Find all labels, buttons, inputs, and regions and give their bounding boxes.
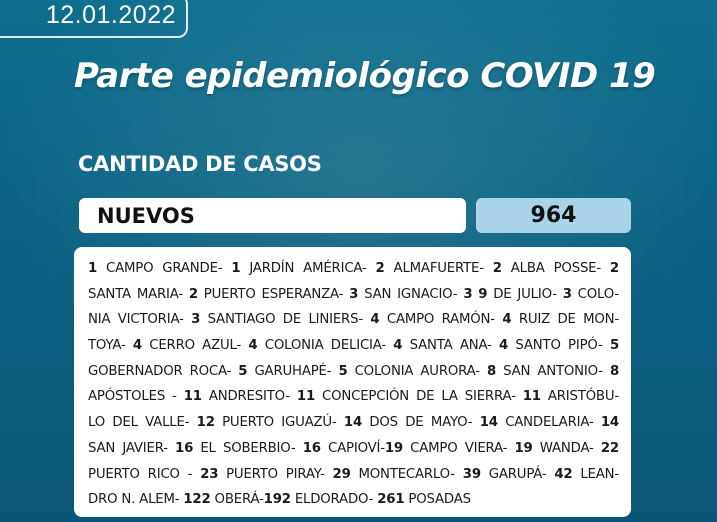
new-cases-label: NUEVOS bbox=[97, 203, 195, 228]
page-title: Parte epidemiológico COVID 19 bbox=[74, 56, 656, 96]
locality-line: SANTA MARIA- 2 PUERTO ESPERANZA- 3 SAN IGNACIO- 3 9 DE JULIO- 3 COLO- bbox=[88, 286, 619, 302]
locality-line: LO DEL VALLE- 12 PUERTO IGUAZÚ- 14 DOS DE MAYO- 14 CANDELARIA- 14 bbox=[88, 415, 619, 431]
locality-line: PUERTO RICO - 23 PUERTO PIRAY- 29 MONTECARLO- 39 GARUPÁ- 42 LEAN- bbox=[88, 466, 619, 482]
new-cases-label-box bbox=[79, 198, 466, 233]
cases-by-locality-panel bbox=[74, 247, 631, 517]
report-date: 12.01.2022 bbox=[45, 1, 176, 29]
date-badge bbox=[0, 0, 188, 38]
new-cases-count: 964 bbox=[530, 203, 577, 228]
locality-line: TOYA- 4 CERRO AZUL- 4 COLONIA DELICIA- 4 SANTA ANA- 4 SANTO PIPÓ- 5 bbox=[88, 338, 620, 354]
locality-line: APÓSTOLES - 11 ANDRESITO- 11 CONCEPCIÓN DE LA SIERRA- 11 ARISTÓBU- bbox=[88, 389, 619, 405]
locality-line: NIA VICTORIA- 3 SANTIAGO DE LINIERS- 4 CAMPO RAMÓN- 4 RUIZ DE MON- bbox=[88, 312, 620, 328]
locality-line: DRO N. ALEM- 122 OBERÁ-192 ELDORADO- 261 POSADAS bbox=[88, 492, 471, 508]
locality-line: GOBERNADOR ROCA- 5 GARUHAPÉ- 5 COLONIA AURORA- 8 SAN ANTONIO- 8 bbox=[88, 363, 620, 379]
new-cases-count-box bbox=[476, 198, 631, 233]
locality-line: 1 CAMPO GRANDE- 1 JARDÍN AMÉRICA- 2 ALMAFUERTE- 2 ALBA POSSE- 2 bbox=[88, 261, 619, 276]
locality-line: SAN JAVIER- 16 EL SOBERBIO- 16 CAPIOVÍ-19 CAMPO VIERA- 19 WANDA- 22 bbox=[88, 440, 619, 456]
cases-section-label: CANTIDAD DE CASOS bbox=[78, 152, 322, 176]
